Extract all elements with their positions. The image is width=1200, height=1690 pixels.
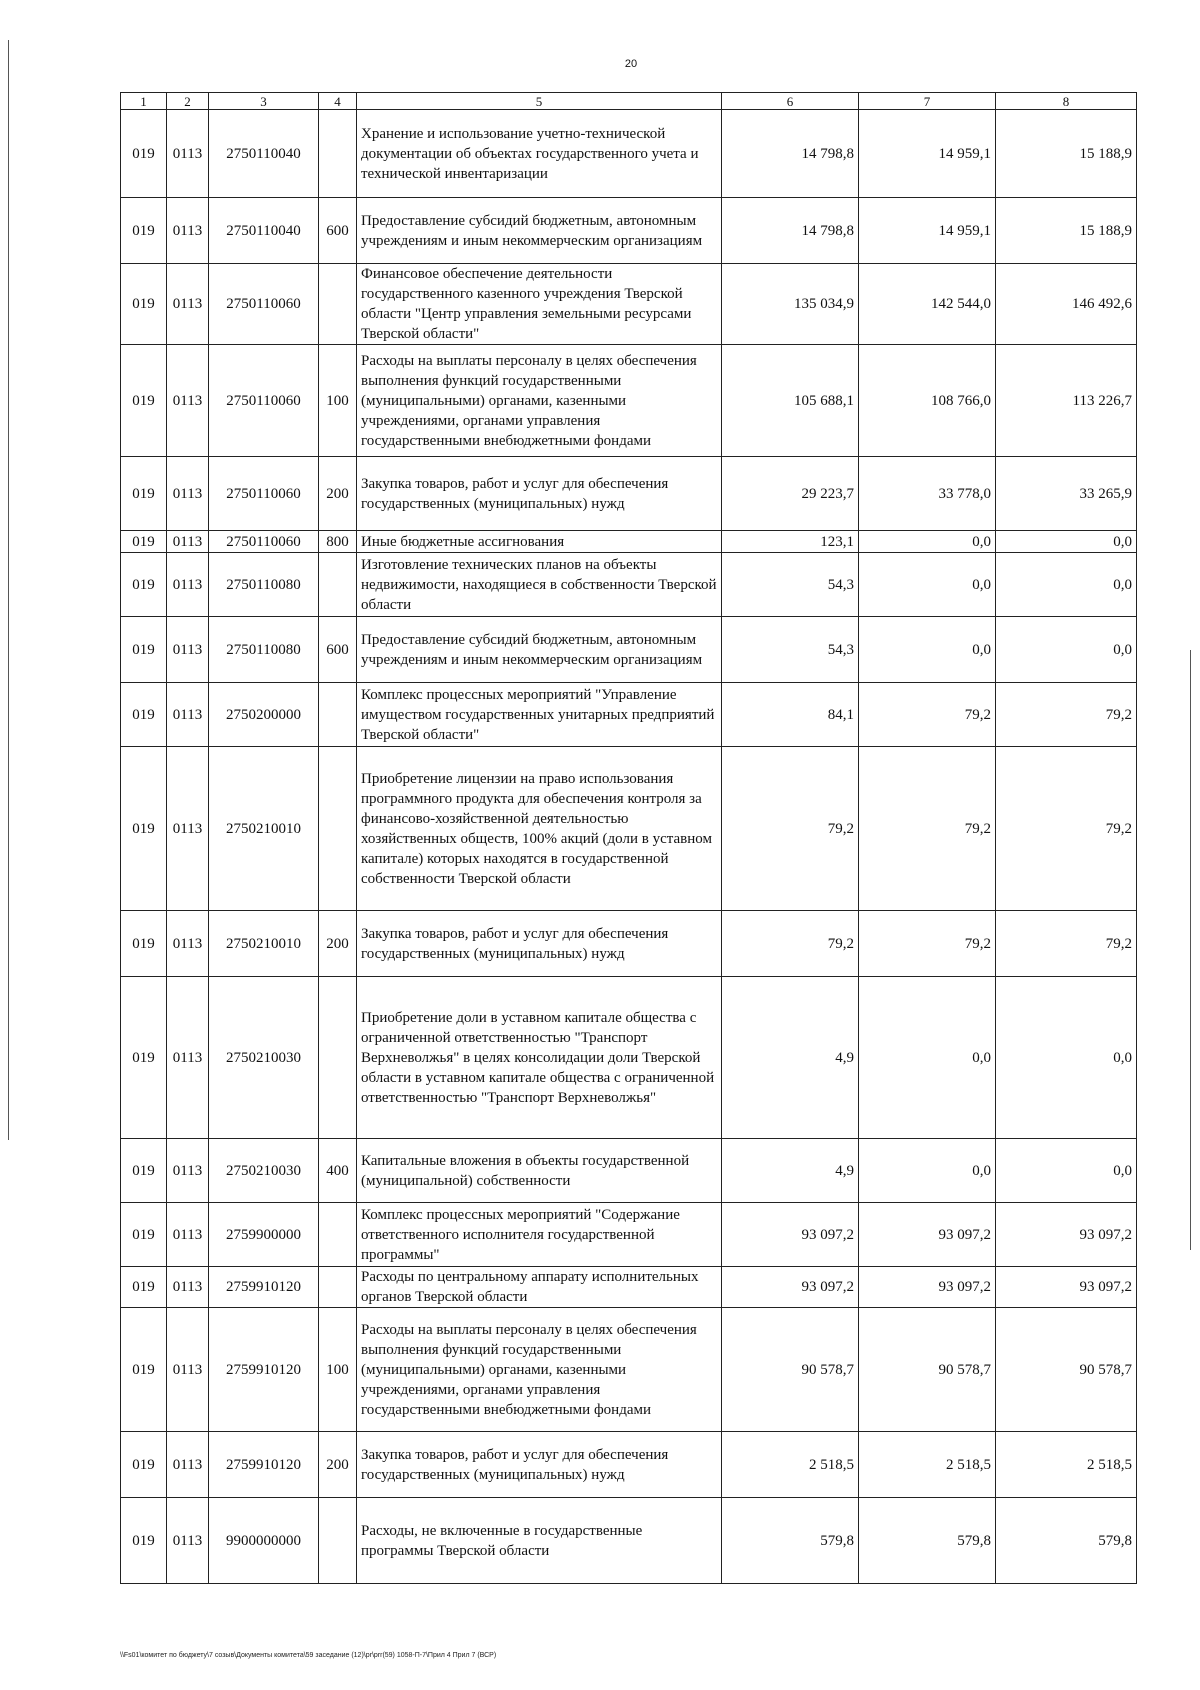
amount-year-1: 84,1 (722, 683, 859, 747)
item-name: Капитальные вложения в объекты государственной (муниципальной) собственности (357, 1139, 722, 1203)
admin-code: 019 (121, 1432, 167, 1498)
amount-year-3: 579,8 (996, 1498, 1137, 1584)
item-name: Хранение и использование учетно-технической документации об объектах государственного учета и технической инвентаризации (357, 110, 722, 198)
target-code: 2750110060 (209, 264, 319, 345)
table-row (121, 617, 1137, 683)
amount-year-1: 2 518,5 (722, 1432, 859, 1498)
header-row (121, 93, 1137, 110)
section-code: 0113 (167, 1308, 209, 1432)
section-code: 0113 (167, 457, 209, 531)
item-name: Закупка товаров, работ и услуг для обеспечения государственных (муниципальных) нужд (357, 457, 722, 531)
table-row (121, 977, 1137, 1139)
item-name: Приобретение лицензии на право использования программного продукта для обеспечения контроля за финансово-хозяйственной деятельностью хозяйственных обществ, 100% акций (доли в уставном капитале) которых находятся в государственной собственности Тверской области (357, 747, 722, 911)
admin-code: 019 (121, 1203, 167, 1267)
target-code: 9900000000 (209, 1498, 319, 1584)
expense-kind: 200 (319, 911, 357, 977)
file-path-footer: \\Fs01\комитет по бюджету\7 созыв\Документы комитета\59 заседание (12)\pr\prr(59) 1058-П-7\Прил 4 Прил 7 (ВСР) (120, 1652, 497, 1659)
section-code: 0113 (167, 531, 209, 553)
target-code: 2750110060 (209, 345, 319, 457)
admin-code: 019 (121, 1139, 167, 1203)
table-row (121, 198, 1137, 264)
expense-kind: 800 (319, 531, 357, 553)
target-code: 2750110060 (209, 457, 319, 531)
amount-year-1: 54,3 (722, 553, 859, 617)
target-code: 2759910120 (209, 1308, 319, 1432)
expense-kind: 100 (319, 345, 357, 457)
item-name: Расходы, не включенные в государственные программы Тверской области (357, 1498, 722, 1584)
header-col-5: 5 (357, 93, 722, 110)
expense-kind (319, 264, 357, 345)
item-name: Предоставление субсидий бюджетным, автономным учреждениям и иным некоммерческим организациям (357, 617, 722, 683)
amount-year-1: 123,1 (722, 531, 859, 553)
admin-code: 019 (121, 457, 167, 531)
expense-kind: 400 (319, 1139, 357, 1203)
admin-code: 019 (121, 531, 167, 553)
amount-year-1: 105 688,1 (722, 345, 859, 457)
section-code: 0113 (167, 1267, 209, 1308)
amount-year-2: 0,0 (859, 1139, 996, 1203)
expense-kind: 200 (319, 1432, 357, 1498)
section-code: 0113 (167, 198, 209, 264)
amount-year-2: 14 959,1 (859, 110, 996, 198)
amount-year-3: 79,2 (996, 911, 1137, 977)
amount-year-1: 29 223,7 (722, 457, 859, 531)
section-code: 0113 (167, 683, 209, 747)
table-row (121, 1267, 1137, 1308)
amount-year-3: 15 188,9 (996, 198, 1137, 264)
section-code: 0113 (167, 345, 209, 457)
amount-year-3: 0,0 (996, 1139, 1137, 1203)
target-code: 2750110040 (209, 198, 319, 264)
amount-year-2: 0,0 (859, 977, 996, 1139)
section-code: 0113 (167, 747, 209, 911)
admin-code: 019 (121, 1498, 167, 1584)
admin-code: 019 (121, 683, 167, 747)
expense-kind: 600 (319, 617, 357, 683)
expense-kind (319, 747, 357, 911)
amount-year-3: 15 188,9 (996, 110, 1137, 198)
amount-year-2: 108 766,0 (859, 345, 996, 457)
target-code: 2750210010 (209, 911, 319, 977)
target-code: 2750210030 (209, 977, 319, 1139)
section-code: 0113 (167, 977, 209, 1139)
amount-year-1: 579,8 (722, 1498, 859, 1584)
amount-year-2: 142 544,0 (859, 264, 996, 345)
amount-year-1: 54,3 (722, 617, 859, 683)
admin-code: 019 (121, 198, 167, 264)
header-col-2: 2 (167, 93, 209, 110)
scan-margin-line (1190, 650, 1191, 1250)
expense-kind (319, 110, 357, 198)
item-name: Расходы на выплаты персоналу в целях обеспечения выполнения функций государственными (муниципальными) органами, казенными учреждениями, органами управления государственными внебюджетными фондами (357, 1308, 722, 1432)
amount-year-1: 93 097,2 (722, 1267, 859, 1308)
admin-code: 019 (121, 911, 167, 977)
amount-year-1: 4,9 (722, 1139, 859, 1203)
amount-year-1: 14 798,8 (722, 198, 859, 264)
header-col-1: 1 (121, 93, 167, 110)
amount-year-3: 0,0 (996, 977, 1137, 1139)
section-code: 0113 (167, 110, 209, 198)
scan-margin-line (8, 40, 9, 1140)
amount-year-3: 93 097,2 (996, 1203, 1137, 1267)
amount-year-2: 93 097,2 (859, 1267, 996, 1308)
amount-year-3: 0,0 (996, 553, 1137, 617)
amount-year-2: 14 959,1 (859, 198, 996, 264)
item-name: Закупка товаров, работ и услуг для обеспечения государственных (муниципальных) нужд (357, 1432, 722, 1498)
admin-code: 019 (121, 345, 167, 457)
admin-code: 019 (121, 1308, 167, 1432)
amount-year-3: 93 097,2 (996, 1267, 1137, 1308)
header-col-8: 8 (996, 93, 1137, 110)
target-code: 2750110060 (209, 531, 319, 553)
expense-kind (319, 553, 357, 617)
expense-kind (319, 1498, 357, 1584)
table-row (121, 1308, 1137, 1432)
page-number: 20 (624, 58, 638, 70)
section-code: 0113 (167, 264, 209, 345)
table-row (121, 1203, 1137, 1267)
admin-code: 019 (121, 747, 167, 911)
expense-kind (319, 1267, 357, 1308)
item-name: Иные бюджетные ассигнования (357, 531, 722, 553)
target-code: 2759910120 (209, 1432, 319, 1498)
table-row (121, 345, 1137, 457)
amount-year-1: 79,2 (722, 747, 859, 911)
amount-year-1: 4,9 (722, 977, 859, 1139)
expense-kind (319, 1203, 357, 1267)
header-col-7: 7 (859, 93, 996, 110)
amount-year-2: 93 097,2 (859, 1203, 996, 1267)
amount-year-2: 33 778,0 (859, 457, 996, 531)
admin-code: 019 (121, 977, 167, 1139)
amount-year-1: 79,2 (722, 911, 859, 977)
amount-year-3: 90 578,7 (996, 1308, 1137, 1432)
amount-year-2: 79,2 (859, 683, 996, 747)
target-code: 2759900000 (209, 1203, 319, 1267)
table-row (121, 531, 1137, 553)
amount-year-1: 93 097,2 (722, 1203, 859, 1267)
item-name: Приобретение доли в уставном капитале общества с ограниченной ответственностью "Транспорт Верхневолжья" в целях консолидации доли Тверской области в уставном капитале общества с ограниченной ответственностью "Транспорт Верхневолжья" (357, 977, 722, 1139)
table-row (121, 747, 1137, 911)
amount-year-2: 2 518,5 (859, 1432, 996, 1498)
header-col-6: 6 (722, 93, 859, 110)
amount-year-2: 0,0 (859, 531, 996, 553)
expense-kind: 100 (319, 1308, 357, 1432)
admin-code: 019 (121, 553, 167, 617)
target-code: 2750110080 (209, 553, 319, 617)
item-name: Расходы на выплаты персоналу в целях обеспечения выполнения функций государственными (муниципальными) органами, казенными учреждениями, органами управления государственными внебюджетными фондами (357, 345, 722, 457)
table-row (121, 683, 1137, 747)
target-code: 2750200000 (209, 683, 319, 747)
admin-code: 019 (121, 264, 167, 345)
section-code: 0113 (167, 1432, 209, 1498)
amount-year-2: 79,2 (859, 747, 996, 911)
table-row (121, 1498, 1137, 1584)
item-name: Изготовление технических планов на объекты недвижимости, находящиеся в собственности Тверской области (357, 553, 722, 617)
section-code: 0113 (167, 617, 209, 683)
header-col-3: 3 (209, 93, 319, 110)
amount-year-2: 79,2 (859, 911, 996, 977)
target-code: 2750210010 (209, 747, 319, 911)
amount-year-2: 90 578,7 (859, 1308, 996, 1432)
amount-year-2: 0,0 (859, 553, 996, 617)
amount-year-3: 0,0 (996, 617, 1137, 683)
expense-kind (319, 977, 357, 1139)
amount-year-2: 579,8 (859, 1498, 996, 1584)
section-code: 0113 (167, 553, 209, 617)
section-code: 0113 (167, 1498, 209, 1584)
table-row (121, 1432, 1137, 1498)
table-row (121, 911, 1137, 977)
item-name: Финансовое обеспечение деятельности государственного казенного учреждения Тверской области "Центр управления земельными ресурсами Тверской области" (357, 264, 722, 345)
admin-code: 019 (121, 617, 167, 683)
table-row (121, 110, 1137, 198)
section-code: 0113 (167, 1139, 209, 1203)
item-name: Расходы по центральному аппарату исполнительных органов Тверской области (357, 1267, 722, 1308)
target-code: 2750110040 (209, 110, 319, 198)
amount-year-3: 79,2 (996, 683, 1137, 747)
admin-code: 019 (121, 110, 167, 198)
target-code: 2759910120 (209, 1267, 319, 1308)
amount-year-3: 113 226,7 (996, 345, 1137, 457)
table-row (121, 457, 1137, 531)
admin-code: 019 (121, 1267, 167, 1308)
amount-year-3: 79,2 (996, 747, 1137, 911)
header-col-4: 4 (319, 93, 357, 110)
table-row (121, 264, 1137, 345)
section-code: 0113 (167, 911, 209, 977)
amount-year-1: 90 578,7 (722, 1308, 859, 1432)
target-code: 2750110080 (209, 617, 319, 683)
amount-year-3: 2 518,5 (996, 1432, 1137, 1498)
item-name: Комплекс процессных мероприятий "Управление имуществом государственных унитарных предприятий Тверской области" (357, 683, 722, 747)
amount-year-3: 146 492,6 (996, 264, 1137, 345)
expense-kind (319, 683, 357, 747)
item-name: Предоставление субсидий бюджетным, автономным учреждениям и иным некоммерческим организациям (357, 198, 722, 264)
table-row (121, 553, 1137, 617)
budget-table (120, 92, 1137, 1584)
amount-year-1: 135 034,9 (722, 264, 859, 345)
item-name: Комплекс процессных мероприятий "Содержание ответственного исполнителя государственной программы" (357, 1203, 722, 1267)
amount-year-3: 33 265,9 (996, 457, 1137, 531)
target-code: 2750210030 (209, 1139, 319, 1203)
expense-kind: 200 (319, 457, 357, 531)
table-row (121, 1139, 1137, 1203)
amount-year-1: 14 798,8 (722, 110, 859, 198)
amount-year-2: 0,0 (859, 617, 996, 683)
section-code: 0113 (167, 1203, 209, 1267)
expense-kind: 600 (319, 198, 357, 264)
item-name: Закупка товаров, работ и услуг для обеспечения государственных (муниципальных) нужд (357, 911, 722, 977)
amount-year-3: 0,0 (996, 531, 1137, 553)
